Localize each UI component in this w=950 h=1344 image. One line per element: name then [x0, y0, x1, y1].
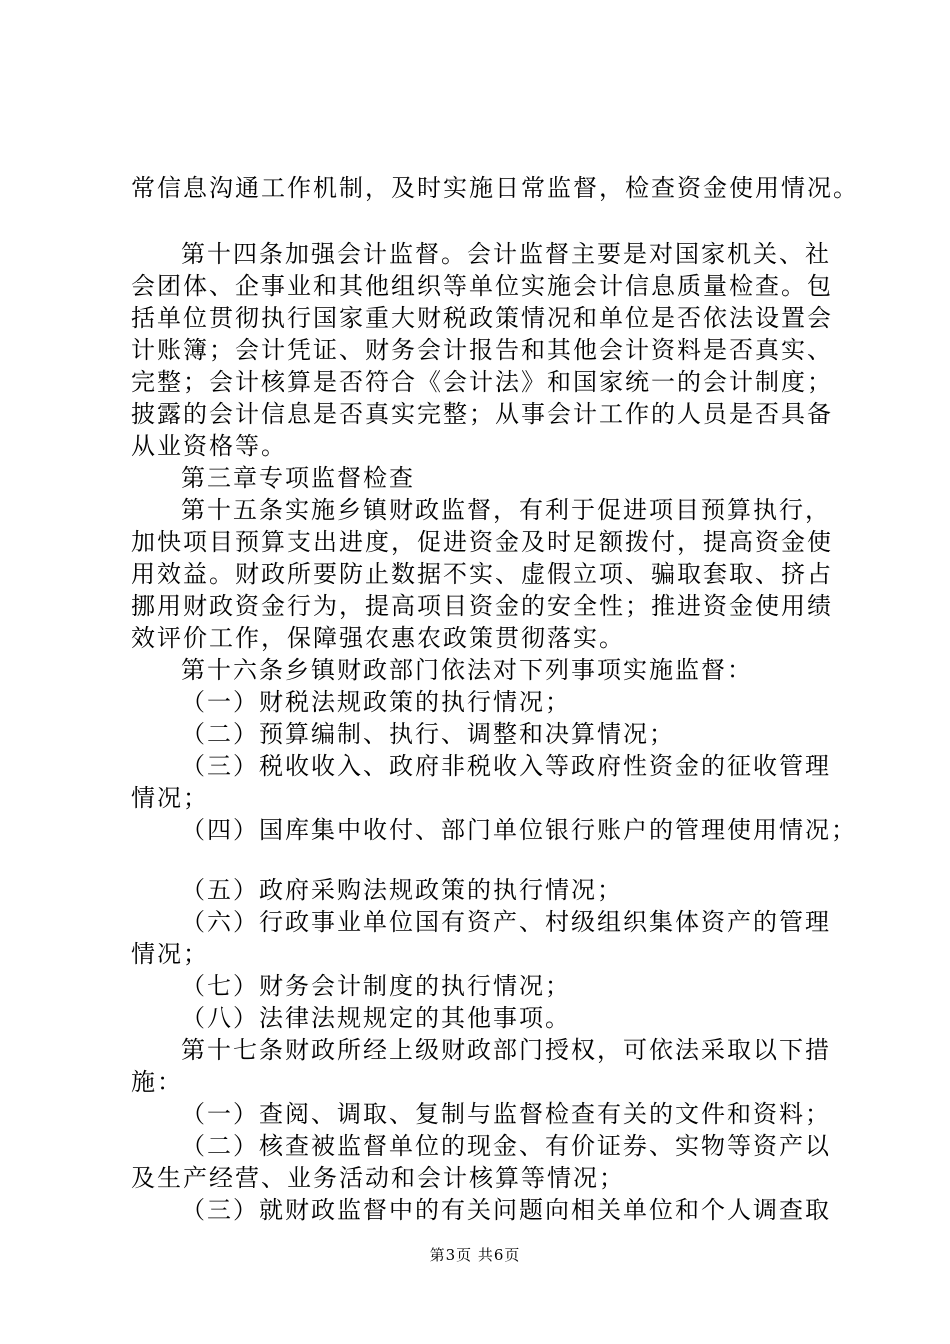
- text-line: 常信息沟通工作机制，及时实施日常监督，检查资金使用情况。: [131, 174, 859, 202]
- text-line: 括单位贯彻执行国家重大财税政策情况和单位是否依法设置会: [131, 304, 833, 332]
- text-line: 效评价工作，保障强农惠农政策贯彻落实。: [131, 624, 625, 652]
- list-item: [131, 1130, 851, 1194]
- article-16: 第十六条乡镇财政部门依法对下列事项实施监督：: [181, 656, 753, 684]
- list-item: （五）政府采购法规政策的执行情况；: [181, 876, 623, 904]
- article-14: [131, 238, 851, 462]
- list-item: [131, 906, 851, 970]
- list-item: （四）国库集中收付、部门单位银行账户的管理使用情况；: [181, 816, 857, 844]
- list-item: （七）财务会计制度的执行情况；: [181, 972, 571, 1000]
- text-line: 会团体、企事业和其他组织等单位实施会计信息质量检查。包: [131, 272, 833, 300]
- text-line: 完整；会计核算是否符合《会计法》和国家统一的会计制度；: [131, 368, 833, 396]
- page-number-footer: 第3页 共6页: [429, 1246, 521, 1264]
- document-body: [131, 172, 859, 1226]
- article-17: [131, 1034, 851, 1098]
- list-item: （八）法律法规规定的其他事项。: [181, 1004, 571, 1032]
- text-line: 情况；: [131, 940, 209, 968]
- text-line: （六）行政事业单位国有资产、村级组织集体资产的管理: [181, 908, 831, 936]
- chapter-heading: 第三章专项监督检查: [181, 464, 415, 492]
- list-item: （二）预算编制、执行、调整和决算情况；: [181, 720, 675, 748]
- article-15: [131, 494, 851, 654]
- list-item: （一）查阅、调取、复制与监督检查有关的文件和资料；: [181, 1100, 831, 1128]
- text-line: 情况；: [131, 784, 209, 812]
- text-line: 披露的会计信息是否真实完整；从事会计工作的人员是否具备: [131, 400, 833, 428]
- text-line: 加快项目预算支出进度，促进资金及时足额拨付，提高资金使: [131, 528, 833, 556]
- text-line: （三）税收收入、政府非税收入等政府性资金的征收管理: [181, 752, 831, 780]
- text-line: 用效益。财政所要防止数据不实、虚假立项、骗取套取、挤占: [131, 560, 833, 588]
- paragraph-gap: [131, 204, 851, 238]
- text-line: 第十七条财政所经上级财政部门授权，可依法采取以下措: [181, 1036, 831, 1064]
- text-line: 第十五条实施乡镇财政监督，有利于促进项目预算执行，: [181, 496, 831, 524]
- text-line: 及生产经营、业务活动和会计核算等情况；: [131, 1164, 625, 1192]
- text-line: 从业资格等。: [131, 432, 287, 460]
- text-line: 计账簿；会计凭证、财务会计报告和其他会计资料是否真实、: [131, 336, 833, 364]
- text-line: （二）核查被监督单位的现金、有价证券、实物等资产以: [181, 1132, 831, 1160]
- text-line: 施：: [131, 1068, 183, 1096]
- text-line: 第十四条加强会计监督。会计监督主要是对国家机关、社: [181, 240, 831, 268]
- list-item: [131, 750, 851, 814]
- list-item: （一）财税法规政策的执行情况；: [181, 688, 571, 716]
- paragraph-gap: [131, 846, 851, 874]
- list-item: （三）就财政监督中的有关问题向相关单位和个人调查取: [181, 1196, 831, 1224]
- paragraph-continuation: [131, 172, 859, 204]
- text-line: 挪用财政资金行为，提高项目资金的安全性；推进资金使用绩: [131, 592, 833, 620]
